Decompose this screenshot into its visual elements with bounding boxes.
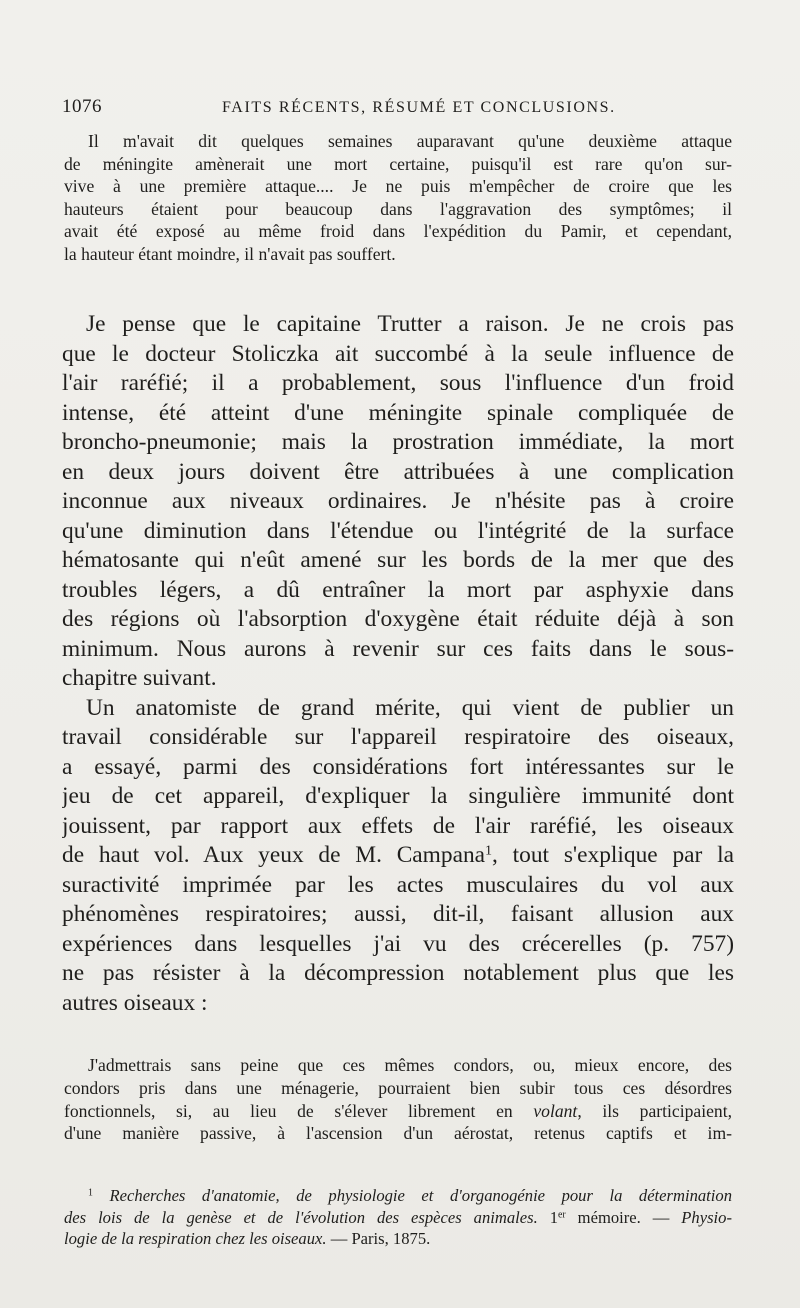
text-line: en deux jours doivent être attribuées à une complication — [62, 458, 734, 485]
main-text — [62, 310, 734, 1018]
quote-line: de méningite amènerait une mort certaine, puisqu'il est rare qu'on sur- — [64, 153, 732, 174]
page-number: 1076 — [62, 96, 102, 117]
text-line: phénomènes respiratoires; aussi, dit-il, faisant allusion aux — [62, 901, 734, 927]
text-line: l'air raréfié; il a probablement, sous l'influence d'un froid — [62, 370, 734, 396]
quote-line: Il m'avait dit quelques semaines auparavant qu'une deuxième attaque — [88, 131, 732, 151]
text-line: que le docteur Stoliczka ait succombé à la seule influence de — [62, 340, 734, 367]
text-fragment: de haut vol. Aux yeux de M. Campana — [62, 842, 486, 868]
quote-line: J'admettrais sans peine que ces mêmes condors, ou, mieux encore, des — [88, 1055, 732, 1075]
ordinal-suffix: er — [557, 1209, 566, 1221]
footnote-reference[interactable]: 1 — [485, 842, 493, 859]
quote-line — [64, 1100, 732, 1123]
text-fragment: — Paris, 1875. — [326, 1229, 431, 1248]
text-line: jeu de cet appareil, d'expliquer la singulière immunité dont — [62, 783, 734, 809]
footnote-line — [64, 1228, 732, 1250]
text-line: broncho-pneumonie; mais la prostration immédiate, la mort — [62, 429, 734, 455]
footnote-title: Physio- — [681, 1207, 732, 1227]
text-line: inconnue aux niveaux ordinaires. Je n'hésite pas à croire — [62, 488, 734, 514]
quoted-passage-campana — [64, 1054, 732, 1145]
text-line: des régions où l'absorption d'oxygène était réduite déjà à son — [62, 606, 734, 632]
quote-line: avait été exposé au même froid dans l'expédition du Pamir, et cependant, — [64, 221, 732, 241]
text-line: ne pas résister à la décompression notablement plus que les — [62, 960, 734, 986]
text-line: Un anatomiste de grand mérite, qui vient de publier un — [86, 694, 734, 721]
footnote — [64, 1185, 732, 1250]
quote-line: d'une manière passive, à l'ascension d'un aérostat, retenus captifs et im- — [64, 1123, 732, 1144]
paragraph-campana — [62, 694, 734, 1019]
footnote-title: des lois de la genèse et de l'évolution des espèces animales. — [64, 1207, 538, 1227]
text-fragment: , ils participaient, — [577, 1100, 732, 1121]
footnote-title: Recherches d'anatomie, de physiologie et d'organogénie pour la détermination — [109, 1186, 732, 1205]
text-fragment: mémoire. — — [565, 1207, 682, 1227]
text-line: chapitre suivant. — [62, 665, 217, 691]
footnote-title: logie de la respiration chez les oiseaux. — [64, 1229, 327, 1248]
text-line: a essayé, parmi des considérations fort intéressantes sur le — [62, 753, 734, 780]
footnote-line — [64, 1207, 732, 1229]
quote-line: vive à une première attaque.... Je ne puis m'empêcher de croire que les — [64, 176, 732, 196]
text-line: travail considérable sur l'appareil respiratoire des oiseaux, — [62, 724, 734, 750]
text-line: jouissent, par rapport aux effets de l'air raréfié, les oiseaux — [62, 812, 734, 839]
text-line: troubles légers, a dû entraîner la mort par asphyxie dans — [62, 576, 734, 603]
text-line: qu'une diminution dans l'étendue ou l'intégrité de la surface — [62, 517, 734, 544]
page-header — [62, 96, 732, 126]
footnote-line — [64, 1185, 732, 1207]
text-fragment: 1 — [549, 1207, 558, 1227]
text-fragment: , tout s'explique par la — [492, 842, 734, 868]
text-line: autres oiseaux : — [62, 989, 208, 1016]
quoted-passage-trutter — [64, 130, 732, 265]
quote-line: condors pris dans une ménagerie, pourraient bien subir tous ces désordres — [64, 1077, 732, 1098]
text-line: expériences dans lesquelles j'ai vu des crécerelles (p. 757) — [62, 930, 734, 957]
quote-line: hauteurs étaient pour beaucoup dans l'aggravation des symptômes; il — [64, 198, 732, 219]
quote-line: la hauteur étant moindre, il n'avait pas souffert. — [64, 243, 396, 264]
text-line: minimum. Nous aurons à revenir sur ces faits dans le sous- — [62, 635, 734, 662]
text-line: intense, été atteint d'une méningite spinale compliquée de — [62, 399, 734, 426]
text-fragment: fonctionnels, si, au lieu de s'élever librement en — [64, 1100, 534, 1121]
text-line: hématosante qui n'eût amené sur les bords de la mer que des — [62, 547, 734, 573]
text-line-with-footnote — [62, 841, 734, 871]
paragraph-stoliczka — [62, 310, 734, 694]
text-line: Je pense que le capitaine Trutter a raison. Je ne crois pas — [86, 311, 734, 337]
footnote-marker: 1 — [88, 1187, 93, 1199]
emphasis-text: volant — [533, 1100, 578, 1121]
running-head: FAITS RÉCENTS, RÉSUMÉ ET CONCLUSIONS. — [222, 99, 616, 116]
text-line: suractivité imprimée par les actes musculaires du vol aux — [62, 871, 734, 898]
